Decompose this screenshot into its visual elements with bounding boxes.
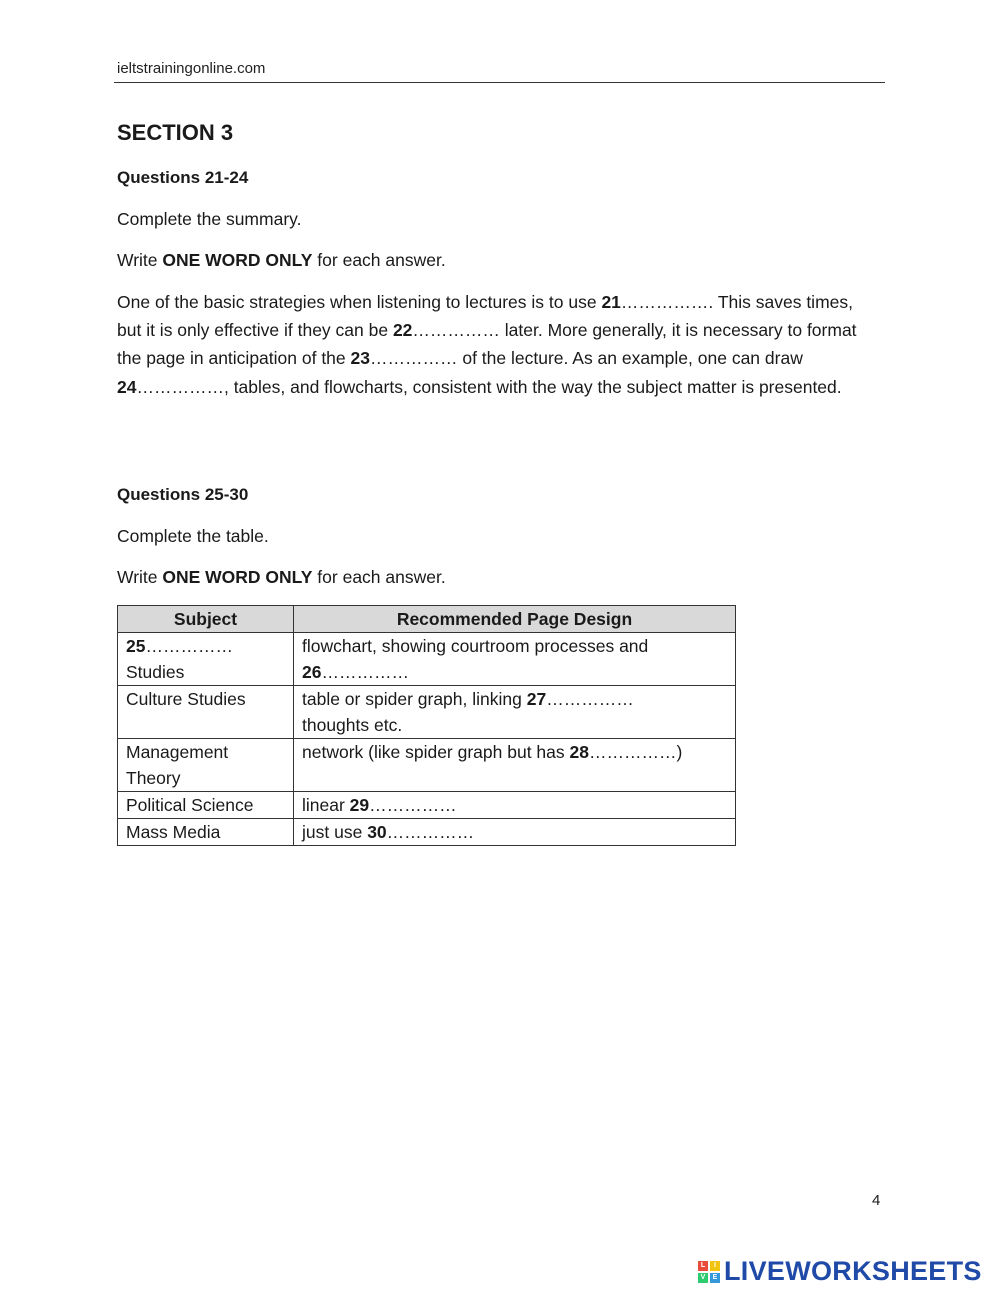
subject-cell: Mass Media — [118, 819, 294, 846]
design-cell: network (like spider graph but has 28……………) — [294, 739, 736, 792]
summary-paragraph: One of the basic strategies when listening to lectures is to use 21……………. This saves times, but it is only effective if they can be 22…………… later. More generally, it is necessary to format the page in anticipation of the 23…………… of the lecture. As an example, one can draw 24……………, tables, and flowcharts, consistent with the way the subject matter is presented. — [117, 292, 857, 397]
gap-27: 27 — [526, 689, 547, 709]
table-row — [118, 819, 736, 846]
logo-text: LIVEWORKSHEETS — [724, 1256, 982, 1286]
gap-26: 26 — [302, 662, 322, 682]
design-cell: table or spider graph, linking 27…………… thoughts etc. — [294, 686, 736, 739]
subject-cell: Political Science — [118, 792, 294, 819]
questions-21-24-heading: Questions 21-24 — [117, 168, 249, 187]
subject-cell: Management Theory — [118, 739, 294, 792]
gap-28: 28 — [569, 742, 589, 762]
col-page-design: Recommended Page Design — [294, 606, 736, 633]
table-header-row — [118, 606, 736, 633]
questions-25-30-heading: Questions 25-30 — [117, 485, 249, 504]
gap-25: 25 — [126, 636, 146, 656]
table-row — [118, 739, 736, 792]
liveworksheets-logo[interactable] — [698, 1256, 982, 1287]
site-url: ieltstrainingonline.com — [117, 60, 266, 77]
design-cell: just use 30…………… — [294, 819, 736, 846]
subject-cell: 25…………… Studies — [118, 633, 294, 686]
gap-21: 21 — [601, 292, 621, 312]
table-row — [118, 792, 736, 819]
table-instruction: Complete the table. — [117, 526, 269, 546]
page-number: 4 — [872, 1192, 881, 1209]
table-row — [118, 686, 736, 739]
design-cell: flowchart, showing courtroom processes and 26…………… — [294, 633, 736, 686]
gap-29: 29 — [349, 795, 370, 815]
gap-22: 22 — [392, 320, 413, 341]
section-title: SECTION 3 — [117, 120, 234, 145]
subject-cell: Culture Studies — [118, 686, 294, 739]
word-limit-instruction-2: Write ONE WORD ONLY for each answer. — [117, 567, 446, 587]
logo-blocks-icon: L I V E — [698, 1261, 720, 1283]
gap-23: 23 — [350, 348, 370, 369]
design-cell: linear 29…………… — [294, 792, 736, 819]
word-limit-instruction: Write ONE WORD ONLY for each answer. — [117, 250, 446, 270]
header-divider — [114, 82, 885, 83]
col-subject: Subject — [118, 606, 294, 633]
table-row — [118, 633, 736, 686]
summary-instruction: Complete the summary. — [117, 209, 302, 229]
gap-24: 24 — [117, 376, 137, 397]
answer-table — [117, 605, 736, 846]
gap-30: 30 — [367, 822, 387, 842]
